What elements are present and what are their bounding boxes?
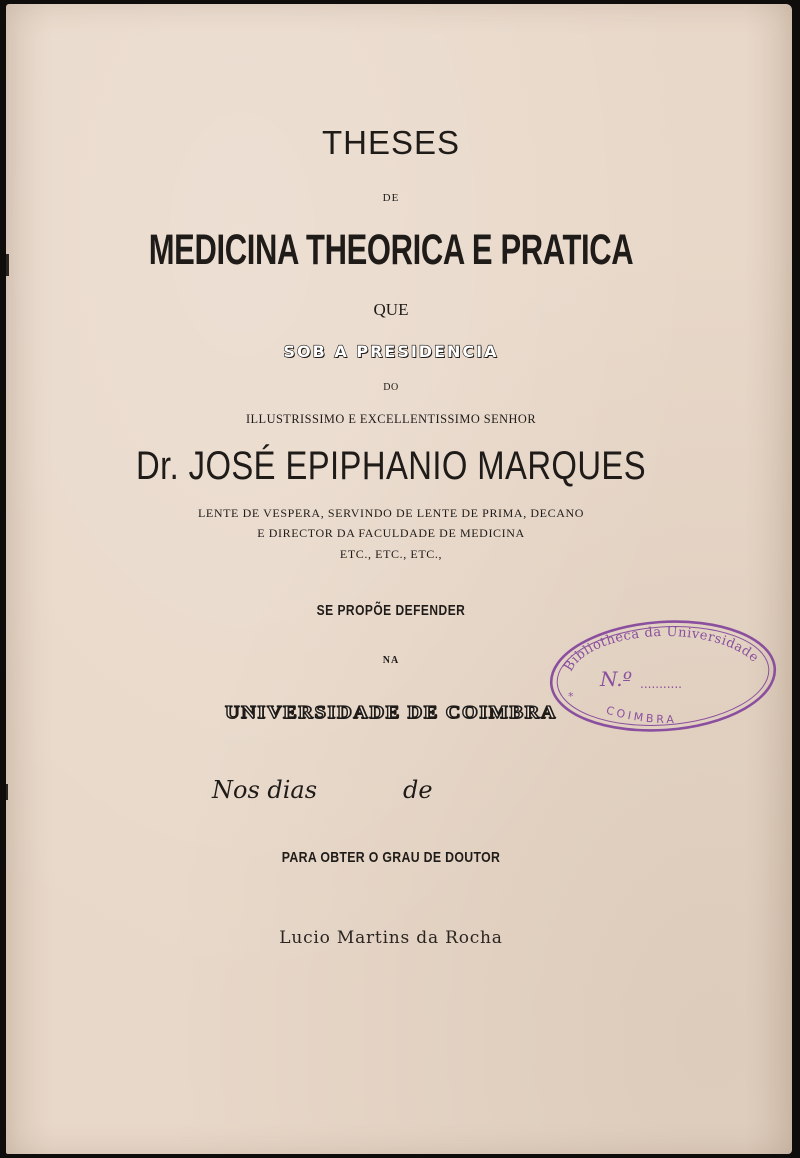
text-lente-line-2: E DIRECTOR DA FACULDADE DE MEDICINA xyxy=(257,526,525,540)
text-dias-de: de xyxy=(403,776,433,804)
text-na: NA xyxy=(382,655,400,666)
text-sob-presidencia: SOB A PRESIDENCIA xyxy=(283,342,499,361)
text-nos-dias: Nos dias xyxy=(212,776,318,804)
text-do: DO xyxy=(383,382,399,393)
binding-mark xyxy=(6,784,8,800)
heading-medicina: MEDICINA THEORICA E PRATICA xyxy=(148,226,634,274)
stamp-number-label: N.º xyxy=(600,667,632,691)
text-se-propoe: SE PROPÕE DEFENDER xyxy=(316,602,466,619)
stamp-bottom-text: COIMBRA xyxy=(604,703,677,727)
text-de: DE xyxy=(382,192,400,204)
text-grau: PARA OBTER O GRAU DE DOUTOR xyxy=(281,849,501,866)
text-lente-line-1: LENTE DE VESPERA, SERVINDO DE LENTE DE PRIMA, DECANO xyxy=(197,506,584,520)
text-que: QUE xyxy=(373,300,409,319)
stamp-star: * xyxy=(568,690,574,703)
heading-theses: THESES xyxy=(321,124,461,161)
library-stamp xyxy=(544,616,782,744)
document-page xyxy=(6,4,792,1154)
heading-universidade: UNIVERSIDADE DE COIMBRA xyxy=(224,702,558,722)
text-lente-line-3: ETC., ETC., ETC., xyxy=(339,547,443,561)
binding-mark xyxy=(6,254,9,276)
text-illustrissimo: ILLUSTRISSIMO E EXCELLENTISSIMO SENHOR xyxy=(245,411,537,426)
stamp-top-text: Bibliotheca da Universidade xyxy=(561,624,762,675)
author-name: Lucio Martins da Rocha xyxy=(279,928,503,948)
stamp-number-dots: ........... xyxy=(640,677,682,691)
heading-doctor-name: Dr. JOSÉ EPIPHANIO MARQUES xyxy=(135,444,647,488)
